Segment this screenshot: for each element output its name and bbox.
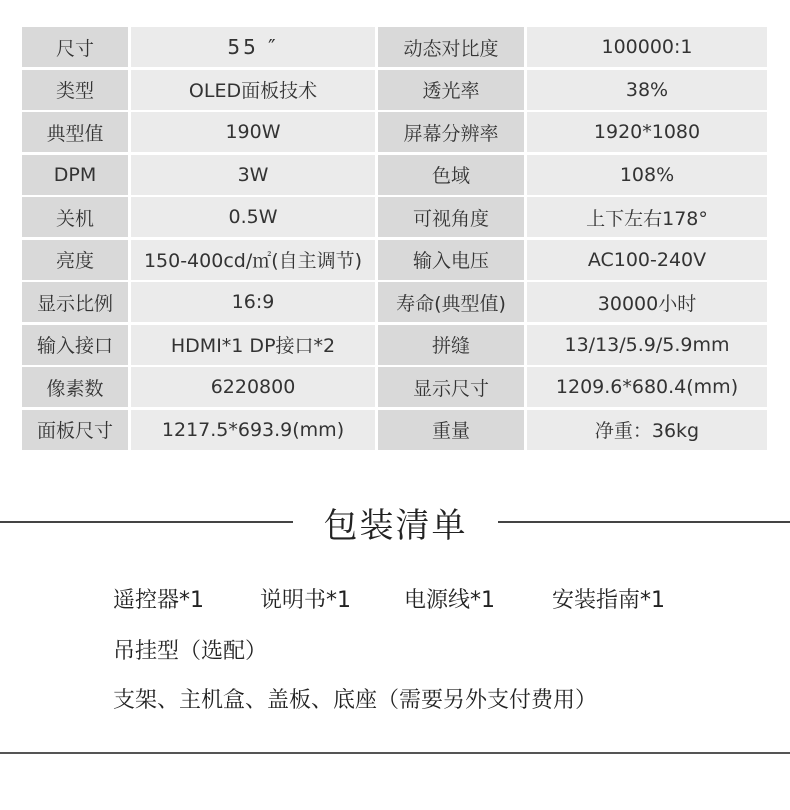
spec-label: DPM bbox=[22, 155, 128, 195]
spec-value: 108% bbox=[527, 155, 767, 195]
spec-table bbox=[22, 27, 766, 450]
package-item-manual: 说明书*1 bbox=[260, 588, 351, 613]
spec-label: 动态对比度 bbox=[378, 27, 524, 67]
spec-value: 100000:1 bbox=[527, 27, 767, 67]
spec-label: 亮度 bbox=[22, 240, 128, 280]
spec-value: 16:9 bbox=[131, 282, 375, 322]
spec-label: 面板尺寸 bbox=[22, 410, 128, 450]
package-extra-accessories: 支架、主机盒、盖板、底座（需要另外支付费用） bbox=[113, 688, 598, 713]
spec-label: 寿命(典型值) bbox=[378, 282, 524, 322]
spec-label: 重量 bbox=[378, 410, 524, 450]
spec-label: 输入接口 bbox=[22, 325, 128, 365]
spec-label: 拼缝 bbox=[378, 325, 524, 365]
spec-value: 150-400cd/㎡(自主调节) bbox=[131, 240, 375, 280]
spec-label: 色域 bbox=[378, 155, 524, 195]
package-item-power-cable: 电源线*1 bbox=[404, 588, 495, 613]
package-list-title: 包装清单 bbox=[323, 505, 468, 546]
package-item-remote: 遥控器*1 bbox=[113, 588, 204, 613]
spec-value: AC100-240V bbox=[527, 240, 767, 280]
spec-label: 透光率 bbox=[378, 70, 524, 110]
spec-value: 净重：36kg bbox=[527, 410, 767, 450]
spec-value: 190W bbox=[131, 112, 375, 152]
bottom-divider bbox=[0, 752, 790, 754]
spec-label: 输入电压 bbox=[378, 240, 524, 280]
spec-value: 13/13/5.9/5.9mm bbox=[527, 325, 767, 365]
spec-label: 典型值 bbox=[22, 112, 128, 152]
spec-value: 3W bbox=[131, 155, 375, 195]
spec-label: 显示比例 bbox=[22, 282, 128, 322]
spec-label: 像素数 bbox=[22, 367, 128, 407]
spec-value: 30000小时 bbox=[527, 282, 767, 322]
spec-label: 类型 bbox=[22, 70, 128, 110]
spec-value: 1217.5*693.9(mm) bbox=[131, 410, 375, 450]
spec-label: 尺寸 bbox=[22, 27, 128, 67]
spec-label: 关机 bbox=[22, 197, 128, 237]
spec-value: OLED面板技术 bbox=[131, 70, 375, 110]
spec-value: 1920*1080 bbox=[527, 112, 767, 152]
spec-value: 38% bbox=[527, 70, 767, 110]
spec-value: 上下左右178° bbox=[527, 197, 767, 237]
spec-value: 55 ″ bbox=[131, 27, 375, 67]
spec-label: 屏幕分辨率 bbox=[378, 112, 524, 152]
title-divider-left bbox=[0, 521, 293, 523]
package-item-install-guide: 安装指南*1 bbox=[552, 588, 665, 613]
title-divider-right bbox=[498, 521, 790, 523]
spec-value: HDMI*1 DP接口*2 bbox=[131, 325, 375, 365]
spec-value: 0.5W bbox=[131, 197, 375, 237]
spec-value: 6220800 bbox=[131, 367, 375, 407]
package-section-header bbox=[0, 495, 790, 549]
package-hanging-option: 吊挂型（选配） bbox=[113, 639, 268, 664]
spec-value: 1209.6*680.4(mm) bbox=[527, 367, 767, 407]
spec-label: 可视角度 bbox=[378, 197, 524, 237]
spec-label: 显示尺寸 bbox=[378, 367, 524, 407]
